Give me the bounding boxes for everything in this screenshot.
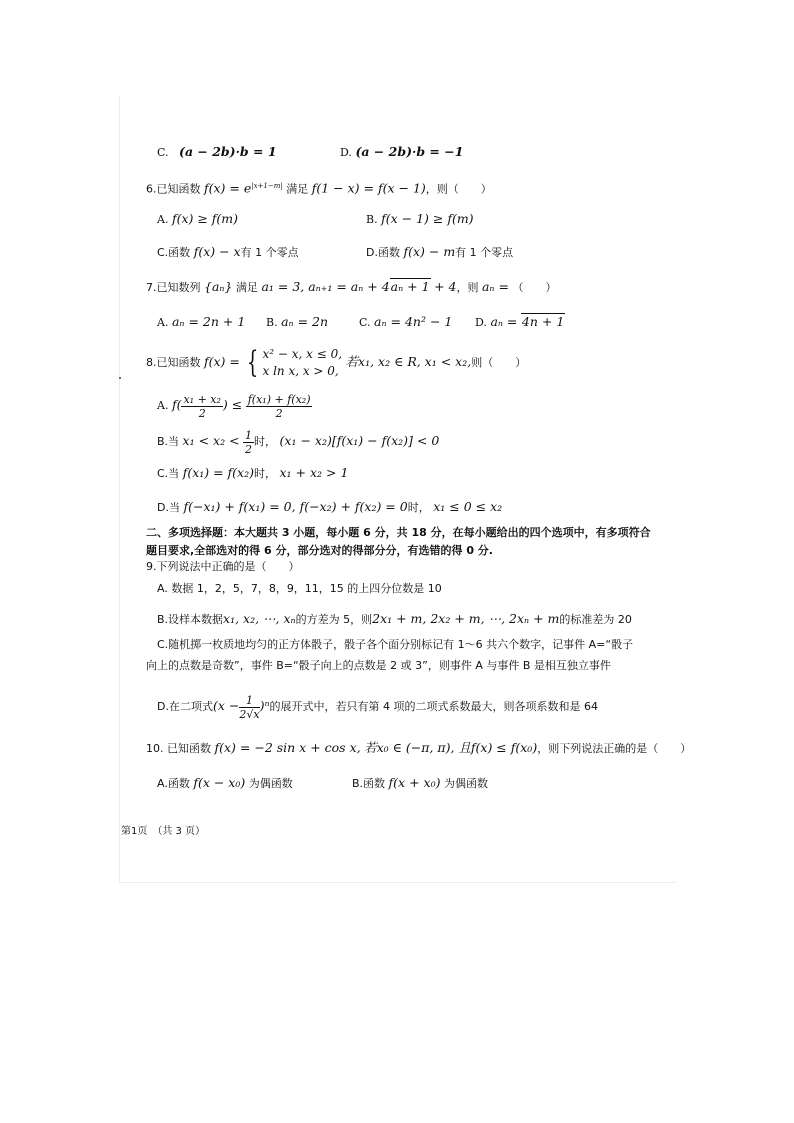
q8-option-a-frac-2 [246,393,313,420]
q10-option-b-math: f(x + x₀) [388,775,441,790]
q7-sequence: {aₙ} [204,279,233,294]
q7-option-b [266,315,328,330]
q8-option-d-math-1: f(−x₁) + f(x₁) = 0, f(−x₂) + f(x₂) = 0 [183,499,408,514]
q8-cases [262,346,342,380]
q7-condition-sqrt: aₙ + 1 [390,279,430,294]
q8-option-c [157,466,348,481]
q8-option-a-den-1: 2 [198,406,206,420]
q7-condition-2: + 4 [434,279,457,294]
q6-option-a-label: A. [157,213,169,226]
q10-option-a-label: A.函数 [157,777,190,790]
q6-option-d [366,245,513,260]
q9-stem: 9.下列说法中正确的是（ ） [146,560,300,573]
q8-tail: 则（ ） [471,356,527,369]
q6-option-b [366,212,474,227]
q9-option-c-line-1: C.随机掷一枚质地均匀的正方体骰子，骰子各个面分别标记有 1～6 共六个数字，记事件 A=“骰子 [157,638,634,651]
q5-option-c-math: (a − 2b)·b = 1 [179,144,277,159]
q8-option-a-num-2: f(x₁) + f(x₂) [247,392,311,406]
q6-function: f(x) = e [204,180,252,196]
q8-option-b-math-2: (x₁ − x₂)[f(x₁) − f(x₂)] < 0 [279,433,440,448]
q7-prefix: 7.已知数列 [146,281,201,294]
q8-option-a-num-1: x₁ + x₂ [183,392,221,406]
q6-option-d-math: f(x) − m [403,244,456,259]
q7-option-c-label: C. [359,316,371,329]
q8-option-d-when: 时， [407,501,430,514]
q10-option-b-tail: 为偶函数 [443,777,488,790]
q8-option-c-math-2: x₁ + x₂ > 1 [279,465,349,480]
q7-option-c [359,315,452,330]
q10-option-b-label: B.函数 [352,777,386,790]
q9-option-b [157,612,632,627]
q8-option-d-label: D.当 [157,501,180,514]
q9-option-d [157,690,598,722]
q6-option-c [157,245,299,260]
q7-tail: ，则 [456,281,479,294]
q7-option-a-math: aₙ = 2n + 1 [171,314,246,329]
q6-middle: 满足 [286,182,309,196]
q7-option-b-label: B. [266,316,278,329]
q7-option-a-label: A. [157,316,169,329]
q7-paren: （ ） [512,281,557,294]
q7-option-d [475,315,565,330]
q9-option-d-prefix: D.在二项式 [157,700,213,713]
section-2-line-1: 二、多项选择题：本大题共 3 小题，每小题 6 分，共 18 分，在每小题给出的四个选项中，有多项符合 [146,526,651,539]
q8-case-1: x² − x, x ≤ 0, [262,347,343,361]
q8-case-2: x ln x, x > 0, [262,364,339,378]
q6-option-a [157,212,238,227]
q8-option-a-label: A. [157,399,169,412]
q10-option-a [157,776,293,791]
q9-option-d-den: 2√x [239,707,260,721]
q10-option-a-math: f(x − x₀) [193,775,246,790]
q10-stem [146,741,691,756]
q5-option-d-label: D. [340,146,352,159]
q5-option-d-math: (a − 2b)·b = −1 [355,144,464,159]
q8-option-a-den-2: 2 [275,406,283,420]
q8-option-d [157,500,502,515]
q8-option-b-den: 2 [245,442,253,456]
q6-option-d-tail: 有 1 个零点 [455,246,514,259]
q8-condition: 若x₁, x₂ ∈ R, x₁ < x₂, [345,354,472,369]
q8-option-b-when: 时， [254,435,277,448]
q6-option-c-label: C.函数 [157,246,191,259]
q9-option-b-math-2: 2x₁ + m, 2x₂ + m, ⋯, 2xₙ + m [372,611,560,626]
q8-option-a-frac-1 [181,393,222,420]
q6-option-b-label: B. [366,213,378,226]
q7-option-c-math: aₙ = 4n² − 1 [374,314,453,329]
q6-option-a-math: f(x) ≥ f(m) [171,211,239,226]
q7-stem [146,280,556,295]
q8-option-b-num: 1 [245,428,253,442]
q9-option-a: A. 数据 1，2，5，7，8，9，11，15 的上四分位数是 10 [157,582,442,595]
q5-option-d [340,145,463,160]
q7-option-d-sqrt: 4n + 1 [521,314,565,329]
q8-option-a-mid: ) ≤ [222,397,243,412]
q9-option-b-prefix: B.设样本数据 [157,613,224,626]
q9-option-c-line-2: 向上的点数是奇数”，事件 B=“骰子向上的点数是 2 或 3”，则事件 A 与事件 B 是相互独立事件 [146,659,611,672]
q9-option-b-mid: 的方差为 5，则 [295,613,373,626]
q6-tail: ，则（ ） [425,182,492,196]
q8-stem [146,342,526,382]
q10-tail: ，则下列说法正确的是（ ） [537,742,692,755]
q8-option-c-math-1: f(x₁) = f(x₂) [182,465,254,480]
q8-option-c-label: C.当 [157,467,180,480]
q6-prefix: 6.已知函数 [146,182,201,196]
q8-function: f(x) = [204,354,240,369]
q9-option-d-num: 1 [239,694,259,708]
q9-option-d-math-a: (x − [212,698,240,713]
q6-stem [146,179,492,197]
q9-option-d-tail: 的展开式中，若只有第 4 项的二项式系数最大，则各项系数和是 64 [269,700,598,713]
q8-option-c-when: 时， [254,467,276,480]
margin-dot [119,377,121,379]
q5-option-c [157,145,277,160]
q10-option-a-tail: 为偶函数 [248,777,293,790]
q10-option-b [352,776,488,791]
q9-option-b-math-1: x₁, x₂, ⋯, xₙ [223,611,296,626]
q7-option-d-label: D. [475,316,487,329]
q7-option-a [157,315,245,330]
q8-option-d-math-2: x₁ ≤ 0 ≤ x₂ [433,499,503,514]
q7-mid: 满足 [235,281,258,294]
q7-option-b-math: aₙ = 2n [281,314,329,329]
q8-option-b-frac [243,429,254,456]
section-2-line-2: 题目要求,全部选对的得 6 分，部分选对的得部分分，有选错的得 0 分. [146,544,493,557]
q6-option-c-math: f(x) − x [193,244,241,259]
q10-condition: 若x₀ ∈ (−π, π), 且f(x) ≤ f(x₀) [364,740,538,755]
q6-condition: f(1 − x) = f(x − 1) [311,180,426,196]
q10-prefix: 10. 已知函数 [146,742,211,755]
q6-option-b-math: f(x − 1) ≥ f(m) [381,211,474,226]
q9-option-b-tail: 的标准差为 20 [559,613,632,626]
q6-exponent: |x+1−m| [251,182,283,190]
q7-ask: aₙ = [481,279,509,294]
q8-brace: { [247,345,259,380]
q10-function: f(x) = −2 sin x + cos x, [214,740,361,755]
page-footer: 第1页 （共 3 页） [121,826,206,837]
q6-option-d-label: D.函数 [366,246,400,259]
q8-option-a-f: f( [171,397,182,412]
q5-option-c-label: C. [157,146,169,159]
q7-option-d-math: aₙ = [490,314,518,329]
q8-option-a [157,390,312,420]
q8-option-b [157,426,439,456]
q8-option-b-label: B.当 [157,435,180,448]
q9-option-d-frac [239,694,259,721]
q6-option-c-tail: 有 1 个零点 [240,246,299,259]
q7-condition-1: a₁ = 3, aₙ₊₁ = aₙ + 4 [261,279,390,294]
q9-option-d-math-b: )ⁿ [259,698,270,713]
q8-option-b-math-1: x₁ < x₂ < [182,433,240,448]
q8-prefix: 8.已知函数 [146,356,201,369]
